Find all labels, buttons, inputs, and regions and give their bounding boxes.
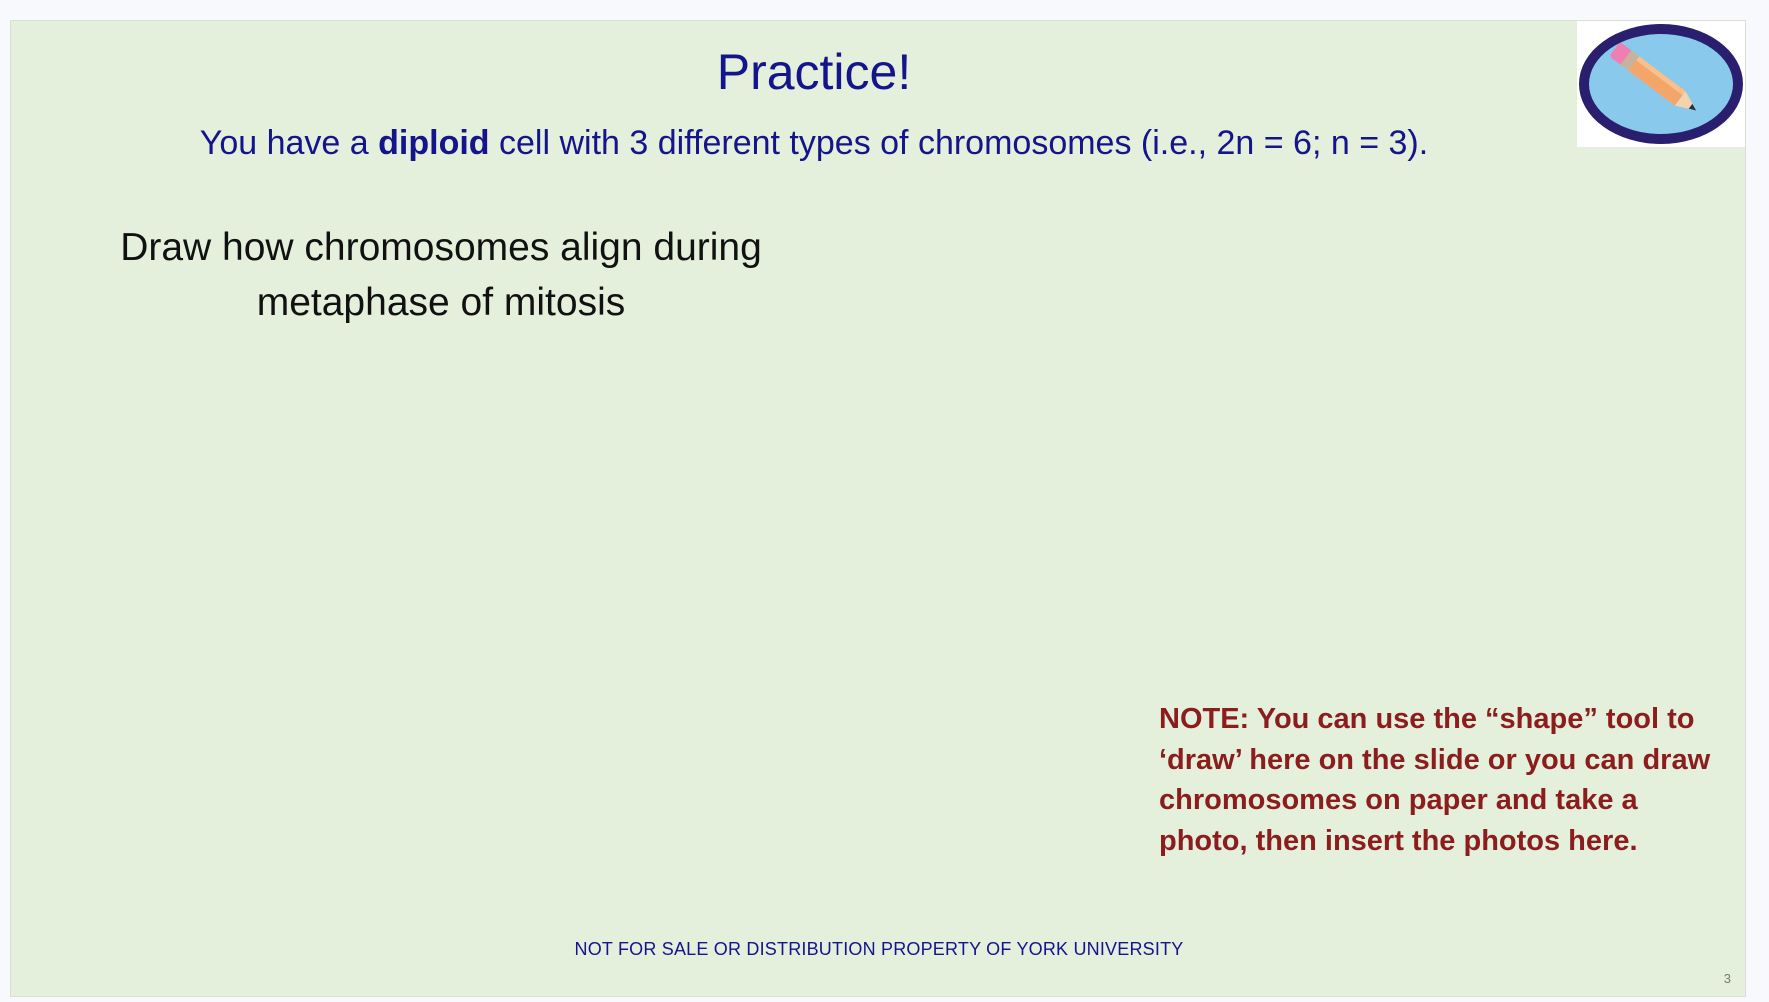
- pencil-icon-graphic: [1577, 21, 1745, 147]
- pencil-icon: [1577, 21, 1745, 147]
- subtitle-prefix: You have a: [199, 124, 379, 162]
- note-text: NOTE: You can use the “shape” tool to ‘draw’ here on the slide or you can draw chromosomes on paper and take a photo, then insert the photos here.: [1159, 703, 1711, 857]
- slide: [10, 20, 1746, 997]
- drawing-prompt: [41, 221, 841, 330]
- subtitle-suffix: cell with 3 different types of chromosomes (i.e., 2n = 6; n = 3).: [489, 124, 1429, 162]
- page-number: 3: [1723, 971, 1731, 986]
- subtitle-emphasis: diploid: [378, 124, 490, 162]
- slide-subtitle: [11, 121, 1617, 165]
- prompt-line-1: Draw how chromosomes align during: [120, 226, 762, 269]
- footer-copyright: NOT FOR SALE OR DISTRIBUTION PROPERTY OF YORK UNIVERSITY: [574, 939, 1184, 959]
- slide-title: Practice!: [716, 44, 912, 100]
- prompt-line-2: metaphase of mitosis: [256, 280, 626, 324]
